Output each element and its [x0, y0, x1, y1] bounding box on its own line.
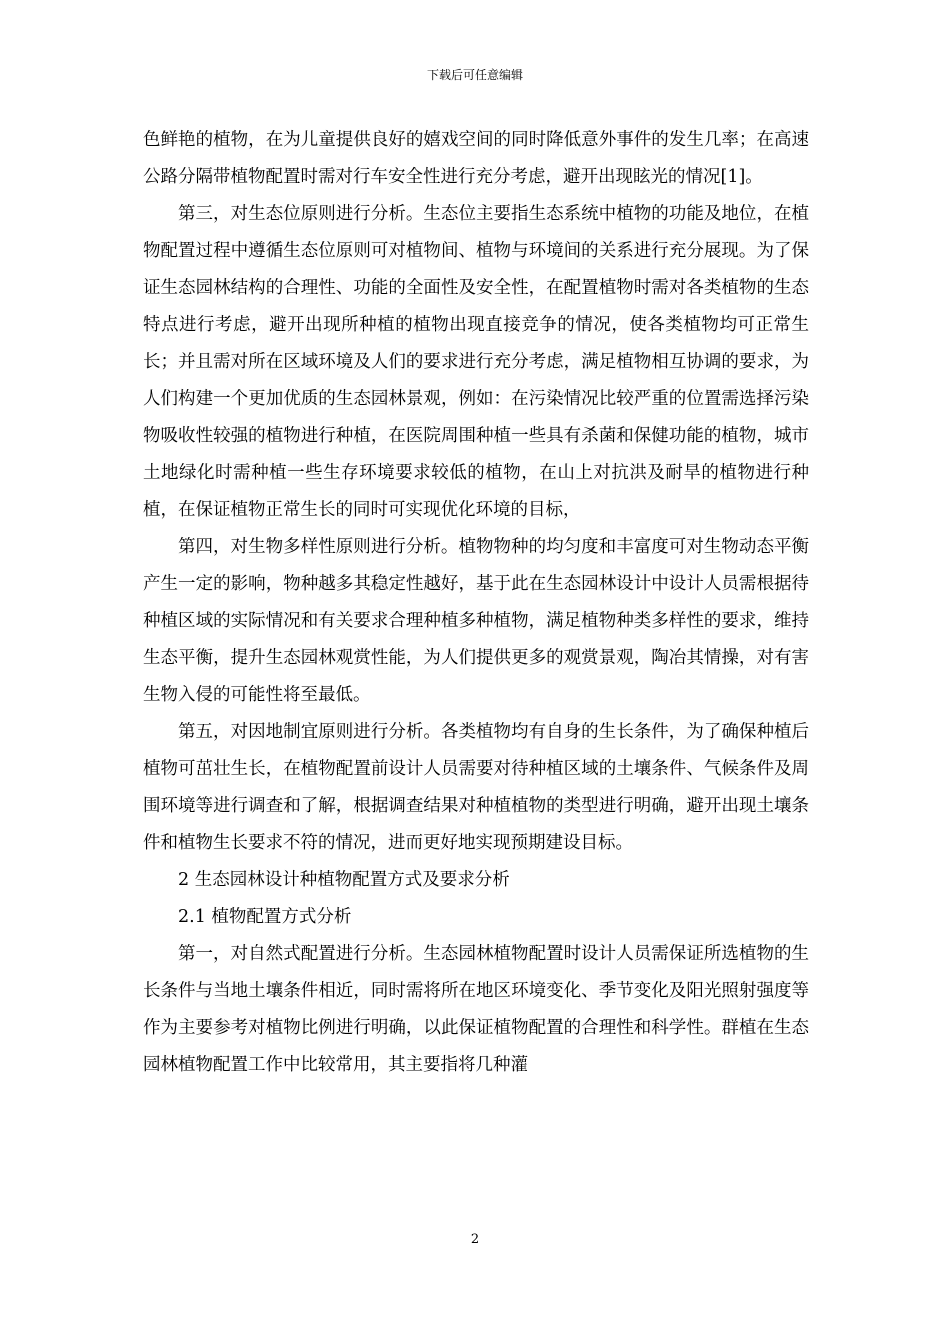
- paragraph-third-principle: 第三，对生态位原则进行分析。生态位主要指生态系统中植物的功能及地位，在植物配置过程中遵循生态位原则可对植物间、植物与环境间的关系进行充分展现。为了保证生态园林结构的合理性、功能的全面性及安全性，在配置植物时需对各类植物的生态特点进行考虑，避开出现所种植的植物出现直接竞争的情况，使各类植物均可正常生长；并且需对所在区域环境及人们的要求进行充分考虑，满足植物相互协调的要求，为人们构建一个更加优质的生态园林景观，例如：在污染情况比较严重的位置需选择污染物吸收性较强的植物进行种植，在医院周围种植一些具有杀菌和保健功能的植物，城市土地绿化时需种植一些生存环境要求较低的植物，在山上对抗洪及耐旱的植物进行种植，在保证植物正常生长的同时可实现优化环境的目标，: [143, 204, 809, 520]
- paragraph-fourth-principle: 第四，对生物多样性原则进行分析。植物物种的均匀度和丰富度可对生物动态平衡产生一定的影响，物种越多其稳定性越好，基于此在生态园林设计中设计人员需根据待种植区域的实际情况和有关要求合理种植多种植物，满足植物种类多样性的要求，维持生态平衡，提升生态园林观赏性能，为人们提供更多的观赏景观，陶冶其情操，对有害生物入侵的可能性将至最低。: [143, 537, 809, 705]
- page-header: 下载后可任意编辑: [426, 68, 523, 82]
- subsection-heading: 2.1 植物配置方式分析: [178, 907, 352, 927]
- page-number: 2: [470, 1232, 480, 1247]
- paragraph-fifth-principle: 第五，对因地制宜原则进行分析。各类植物均有自身的生长条件，为了确保种植后植物可茁壮生长，在植物配置前设计人员需要对待种植区域的土壤条件、气候条件及周围环境等进行调查和了解，根据调查结果对种植植物的类型进行明确，避开出现土壤条件和植物生长要求不符的情况，进而更好地实现预期建设目标。: [143, 722, 809, 853]
- section-heading: 2 生态园林设计种植物配置方式及要求分析: [178, 870, 510, 890]
- paragraph-continued: 色鲜艳的植物，在为儿童提供良好的嬉戏空间的同时降低意外事件的发生几率；在高速公路分隔带植物配置时需对行车安全性进行充分考虑，避开出现眩光的情况[1]。: [143, 130, 809, 187]
- document-body: [143, 122, 809, 1084]
- paragraph-natural-configuration: 第一，对自然式配置进行分析。生态园林植物配置时设计人员需保证所选植物的生长条件与当地土壤条件相近，同时需将所在地区环境变化、季节变化及阳光照射强度等作为主要参考对植物比例进行明确，以此保证植物配置的合理性和科学性。群植在生态园林植物配置工作中比较常用，其主要指将几种灌: [143, 944, 809, 1075]
